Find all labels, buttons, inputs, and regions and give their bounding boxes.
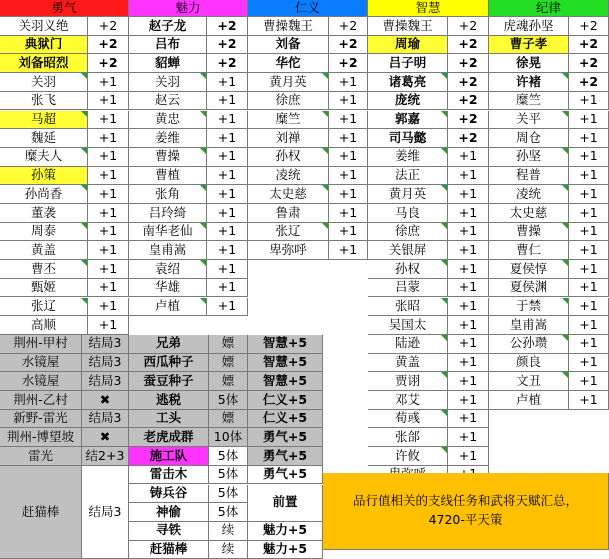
general-name: 曹子孝	[489, 36, 569, 55]
quest-location: 荆州-甲村	[0, 335, 82, 354]
general-name: 关羽	[129, 73, 207, 92]
general-bonus: +1	[207, 185, 248, 204]
general-name: 姜维	[368, 148, 448, 167]
general-bonus: +1	[569, 185, 609, 204]
general-name: 赵云	[129, 92, 207, 111]
general-bonus: +1	[88, 92, 129, 111]
general-bonus: +1	[207, 298, 248, 317]
general-name: 于禁	[489, 298, 569, 317]
general-bonus: +1	[88, 185, 129, 204]
quest-reward: 嫖	[209, 354, 248, 373]
general-bonus: +1	[329, 92, 368, 111]
general-bonus: +1	[329, 111, 368, 130]
quest-task: 雷击木	[129, 466, 209, 485]
general-name: 吕布	[129, 36, 207, 55]
quest-reward: 5体	[209, 503, 248, 522]
general-name: 甄姬	[0, 279, 88, 298]
general-bonus: +1	[329, 185, 368, 204]
general-bonus: +1	[569, 279, 609, 298]
general-name: 许褚	[489, 73, 569, 92]
general-bonus: +2	[88, 36, 129, 55]
general-name: 陆逊	[368, 335, 448, 354]
general-name: 糜夫人	[0, 148, 88, 167]
general-bonus: +2	[207, 17, 248, 36]
quest-bonus: 智慧+5	[248, 335, 323, 354]
general-name: 荀彧	[368, 410, 448, 429]
general-bonus: +2	[448, 54, 489, 73]
quest-requirement: 结局3	[82, 335, 129, 354]
general-name: 姜维	[129, 129, 207, 148]
general-bonus: +2	[448, 17, 489, 36]
column-header-4: 纪律	[489, 0, 609, 17]
general-name: 黄月英	[248, 73, 329, 92]
quest-task: 逃税	[129, 391, 209, 410]
quest-task: 西瓜种子	[129, 354, 209, 373]
general-name: 皇甫嵩	[489, 316, 569, 335]
general-bonus: +1	[448, 223, 489, 242]
general-bonus: +1	[329, 167, 368, 186]
general-bonus: +1	[207, 129, 248, 148]
general-bonus: +1	[569, 92, 609, 111]
quest-bonus: 智慧+5	[248, 354, 323, 373]
quest-requirement: 结2+3	[82, 447, 129, 466]
general-bonus: +2	[569, 54, 609, 73]
general-bonus: +2	[569, 17, 609, 36]
quest-task: 神偷	[129, 503, 209, 522]
general-bonus: +2	[569, 36, 609, 55]
quest-location: 雷光	[0, 447, 82, 466]
quest-task: 铸兵谷	[129, 485, 209, 504]
general-bonus: +1	[569, 298, 609, 317]
general-name: 吕蒙	[368, 279, 448, 298]
general-name: 关羽义绝	[0, 17, 88, 36]
general-name: 张辽	[248, 223, 329, 242]
column-header-2: 仁义	[248, 0, 368, 17]
quest-location: 水镜屋	[0, 354, 82, 373]
general-bonus: +1	[448, 391, 489, 410]
general-name: 司马懿	[368, 129, 448, 148]
general-bonus: +2	[448, 36, 489, 55]
general-bonus: +1	[207, 111, 248, 130]
general-name: 孙权	[248, 148, 329, 167]
quest-location: 荆州-博望坡	[0, 428, 82, 447]
general-bonus: +1	[329, 148, 368, 167]
general-name: 公孙瓒	[489, 335, 569, 354]
general-name: 曹操	[129, 148, 207, 167]
quest-bonus: 勇气+5	[248, 447, 323, 466]
general-name: 周泰	[0, 223, 88, 242]
general-bonus: +1	[448, 148, 489, 167]
general-name: 曹操	[489, 223, 569, 242]
general-bonus: +1	[207, 204, 248, 223]
general-name: 典狱门	[0, 36, 88, 55]
quest-task: 蚕豆种子	[129, 372, 209, 391]
quest-bonus: 勇气+5	[248, 466, 323, 485]
quest-task: 老虎成群	[129, 428, 209, 447]
general-name: 华雄	[129, 279, 207, 298]
quest-bonus: 魅力+5	[248, 522, 323, 541]
general-bonus: +1	[448, 167, 489, 186]
general-name: 颜良	[489, 354, 569, 373]
general-name: 鲁肃	[248, 204, 329, 223]
general-bonus: +1	[569, 335, 609, 354]
general-bonus: +1	[88, 260, 129, 279]
quest-location: 荆州-乙村	[0, 391, 82, 410]
quest-bonus: 仁义+5	[248, 410, 323, 429]
quest-task: 兄弟	[129, 335, 209, 354]
general-bonus: +1	[569, 148, 609, 167]
general-bonus: +1	[329, 129, 368, 148]
general-bonus: +1	[448, 279, 489, 298]
quest-task: 工头	[129, 410, 209, 429]
general-bonus: +1	[569, 111, 609, 130]
general-name: 赵子龙	[129, 17, 207, 36]
column-header-3: 智慧	[368, 0, 489, 17]
summary-note	[323, 473, 609, 550]
general-bonus: +1	[569, 167, 609, 186]
quest-bonus: 前置	[248, 485, 323, 522]
general-name: 曹操魏王	[368, 17, 448, 36]
general-name: 卢植	[129, 298, 207, 317]
quest-reward: 5体	[209, 391, 248, 410]
general-bonus: +1	[207, 260, 248, 279]
quest-requirement: ✖	[82, 428, 129, 447]
quest-requirement: 结局3	[82, 466, 129, 559]
general-bonus: +1	[448, 447, 489, 466]
general-name: 高顺	[0, 316, 88, 335]
general-name: 卑弥呼	[248, 241, 329, 260]
general-name: 马良	[368, 204, 448, 223]
general-bonus: +1	[207, 167, 248, 186]
general-name: 文丑	[489, 372, 569, 391]
quest-location: 水镜屋	[0, 372, 82, 391]
general-name: 吕子明	[368, 54, 448, 73]
quest-reward: 续	[209, 541, 248, 559]
quest-location: 新野-雷光	[0, 410, 82, 429]
general-bonus: +2	[207, 36, 248, 55]
general-name: 徐晃	[489, 54, 569, 73]
general-bonus: +1	[88, 223, 129, 242]
quest-reward: 5体	[209, 485, 248, 504]
general-name: 孙尚香	[0, 185, 88, 204]
general-name: 袁绍	[129, 260, 207, 279]
general-name: 曹植	[129, 167, 207, 186]
general-bonus: +1	[569, 316, 609, 335]
general-name: 华佗	[248, 54, 329, 73]
general-bonus: +2	[448, 73, 489, 92]
general-name: 张郃	[368, 428, 448, 447]
general-name: 皇甫嵩	[129, 241, 207, 260]
general-bonus: +1	[88, 111, 129, 130]
general-bonus: +1	[448, 372, 489, 391]
general-name: 貂蝉	[129, 54, 207, 73]
general-name: 孙坚	[489, 148, 569, 167]
quest-requirement: 结局3	[82, 354, 129, 373]
general-bonus: +1	[207, 92, 248, 111]
quest-requirement: 结局3	[82, 410, 129, 429]
general-name: 夏侯渊	[489, 279, 569, 298]
general-bonus: +1	[207, 241, 248, 260]
general-name: 糜竺	[248, 111, 329, 130]
general-bonus: +1	[329, 73, 368, 92]
quest-reward: 嫖	[209, 410, 248, 429]
summary-note-line1: 品行值相关的支线任务和武将天赋汇总，	[352, 493, 578, 509]
general-name: 刘备	[248, 36, 329, 55]
quest-bonus: 智慧+5	[248, 372, 323, 391]
general-bonus: +2	[207, 54, 248, 73]
general-name: 张昭	[368, 298, 448, 317]
quest-reward: 续	[209, 522, 248, 541]
general-bonus: +1	[569, 372, 609, 391]
general-bonus: +1	[448, 185, 489, 204]
general-bonus: +1	[207, 223, 248, 242]
general-name: 太史慈	[489, 204, 569, 223]
general-name: 张飞	[0, 92, 88, 111]
general-name: 夏侯惇	[489, 260, 569, 279]
quest-location: 赶猫棒	[0, 466, 82, 559]
general-bonus: +1	[88, 298, 129, 317]
general-name: 周仓	[489, 129, 569, 148]
general-name: 周瑜	[368, 36, 448, 55]
general-name: 刘禅	[248, 129, 329, 148]
general-name: 董袭	[0, 204, 88, 223]
general-name: 凌统	[489, 185, 569, 204]
general-name: 张辽	[0, 298, 88, 317]
general-bonus: +1	[329, 223, 368, 242]
quest-reward: 10体	[209, 428, 248, 447]
general-name: 邓艾	[368, 391, 448, 410]
general-bonus: +2	[569, 73, 609, 92]
general-name: 郭嘉	[368, 111, 448, 130]
quest-reward: 5体	[209, 447, 248, 466]
general-bonus: +1	[88, 279, 129, 298]
general-bonus: +1	[88, 316, 129, 335]
general-bonus: +1	[88, 167, 129, 186]
general-name: 南华老仙	[129, 223, 207, 242]
general-name: 关平	[489, 111, 569, 130]
general-name: 凌统	[248, 167, 329, 186]
general-name: 法正	[368, 167, 448, 186]
general-bonus: +1	[448, 241, 489, 260]
quest-bonus: 魅力+5	[248, 541, 323, 559]
general-bonus: +1	[569, 241, 609, 260]
general-bonus: +1	[88, 148, 129, 167]
general-bonus: +1	[207, 73, 248, 92]
general-bonus: +1	[448, 335, 489, 354]
general-bonus: +1	[88, 241, 129, 260]
general-name: 糜竺	[489, 92, 569, 111]
general-bonus: +1	[569, 260, 609, 279]
general-name: 曹仁	[489, 241, 569, 260]
general-bonus: +1	[569, 204, 609, 223]
general-bonus: +1	[329, 204, 368, 223]
quest-bonus: 仁义+5	[248, 391, 323, 410]
general-name: 张角	[129, 185, 207, 204]
general-bonus: +1	[448, 428, 489, 447]
general-name: 虎魂孙坚	[489, 17, 569, 36]
general-name: 诸葛亮	[368, 73, 448, 92]
general-name: 许攸	[368, 447, 448, 466]
general-name: 关银屏	[368, 241, 448, 260]
general-name: 马超	[0, 111, 88, 130]
quest-reward: 5体	[209, 466, 248, 485]
general-bonus: +1	[88, 204, 129, 223]
general-bonus: +1	[448, 410, 489, 429]
summary-note-line2: 4720-平天策	[428, 512, 503, 527]
general-bonus: +2	[329, 17, 368, 36]
general-bonus: +1	[448, 354, 489, 373]
general-name: 曹操魏王	[248, 17, 329, 36]
general-bonus: +2	[448, 92, 489, 111]
general-bonus: +1	[88, 73, 129, 92]
general-name: 太史慈	[248, 185, 329, 204]
general-bonus: +1	[569, 354, 609, 373]
general-name: 吴国太	[368, 316, 448, 335]
quest-task: 寻铁	[129, 522, 209, 541]
quest-task: 施工队	[129, 447, 209, 466]
general-bonus: +1	[207, 279, 248, 298]
general-name: 刘备昭烈	[0, 54, 88, 73]
general-bonus: +1	[207, 148, 248, 167]
general-bonus: +1	[88, 129, 129, 148]
general-name: 吕玲绮	[129, 204, 207, 223]
general-name: 孙权	[368, 260, 448, 279]
general-bonus: +2	[329, 36, 368, 55]
general-bonus: +1	[569, 391, 609, 410]
general-name: 程普	[489, 167, 569, 186]
general-name: 孙策	[0, 167, 88, 186]
general-name: 黄盖	[0, 241, 88, 260]
general-name: 徐庶	[248, 92, 329, 111]
general-bonus: +1	[569, 223, 609, 242]
general-name: 魏延	[0, 129, 88, 148]
general-bonus: +1	[448, 260, 489, 279]
general-name: 卢植	[489, 391, 569, 410]
column-header-1: 魅力	[129, 0, 248, 17]
general-name: 黄月英	[368, 185, 448, 204]
general-bonus: +2	[448, 129, 489, 148]
quest-requirement: ✖	[82, 391, 129, 410]
general-name: 徐庶	[368, 223, 448, 242]
general-name: 曹丕	[0, 260, 88, 279]
general-bonus: +1	[448, 204, 489, 223]
general-bonus: +2	[88, 54, 129, 73]
general-bonus: +1	[448, 298, 489, 317]
general-name: 贾诩	[368, 372, 448, 391]
general-bonus: +2	[448, 111, 489, 130]
quest-requirement: 结局3	[82, 372, 129, 391]
general-name: 黄忠	[129, 111, 207, 130]
general-bonus: +1	[329, 241, 368, 260]
quest-bonus: 勇气+5	[248, 428, 323, 447]
general-name: 关羽	[0, 73, 88, 92]
quest-reward: 嫖	[209, 372, 248, 391]
general-bonus: +2	[329, 54, 368, 73]
quest-task: 赶猫棒	[129, 541, 209, 559]
general-bonus: +2	[88, 17, 129, 36]
general-name: 黄盖	[368, 354, 448, 373]
general-bonus: +1	[569, 129, 609, 148]
general-bonus: +1	[448, 316, 489, 335]
column-header-0: 勇气	[0, 0, 129, 17]
general-name: 庞统	[368, 92, 448, 111]
quest-reward: 嫖	[209, 335, 248, 354]
